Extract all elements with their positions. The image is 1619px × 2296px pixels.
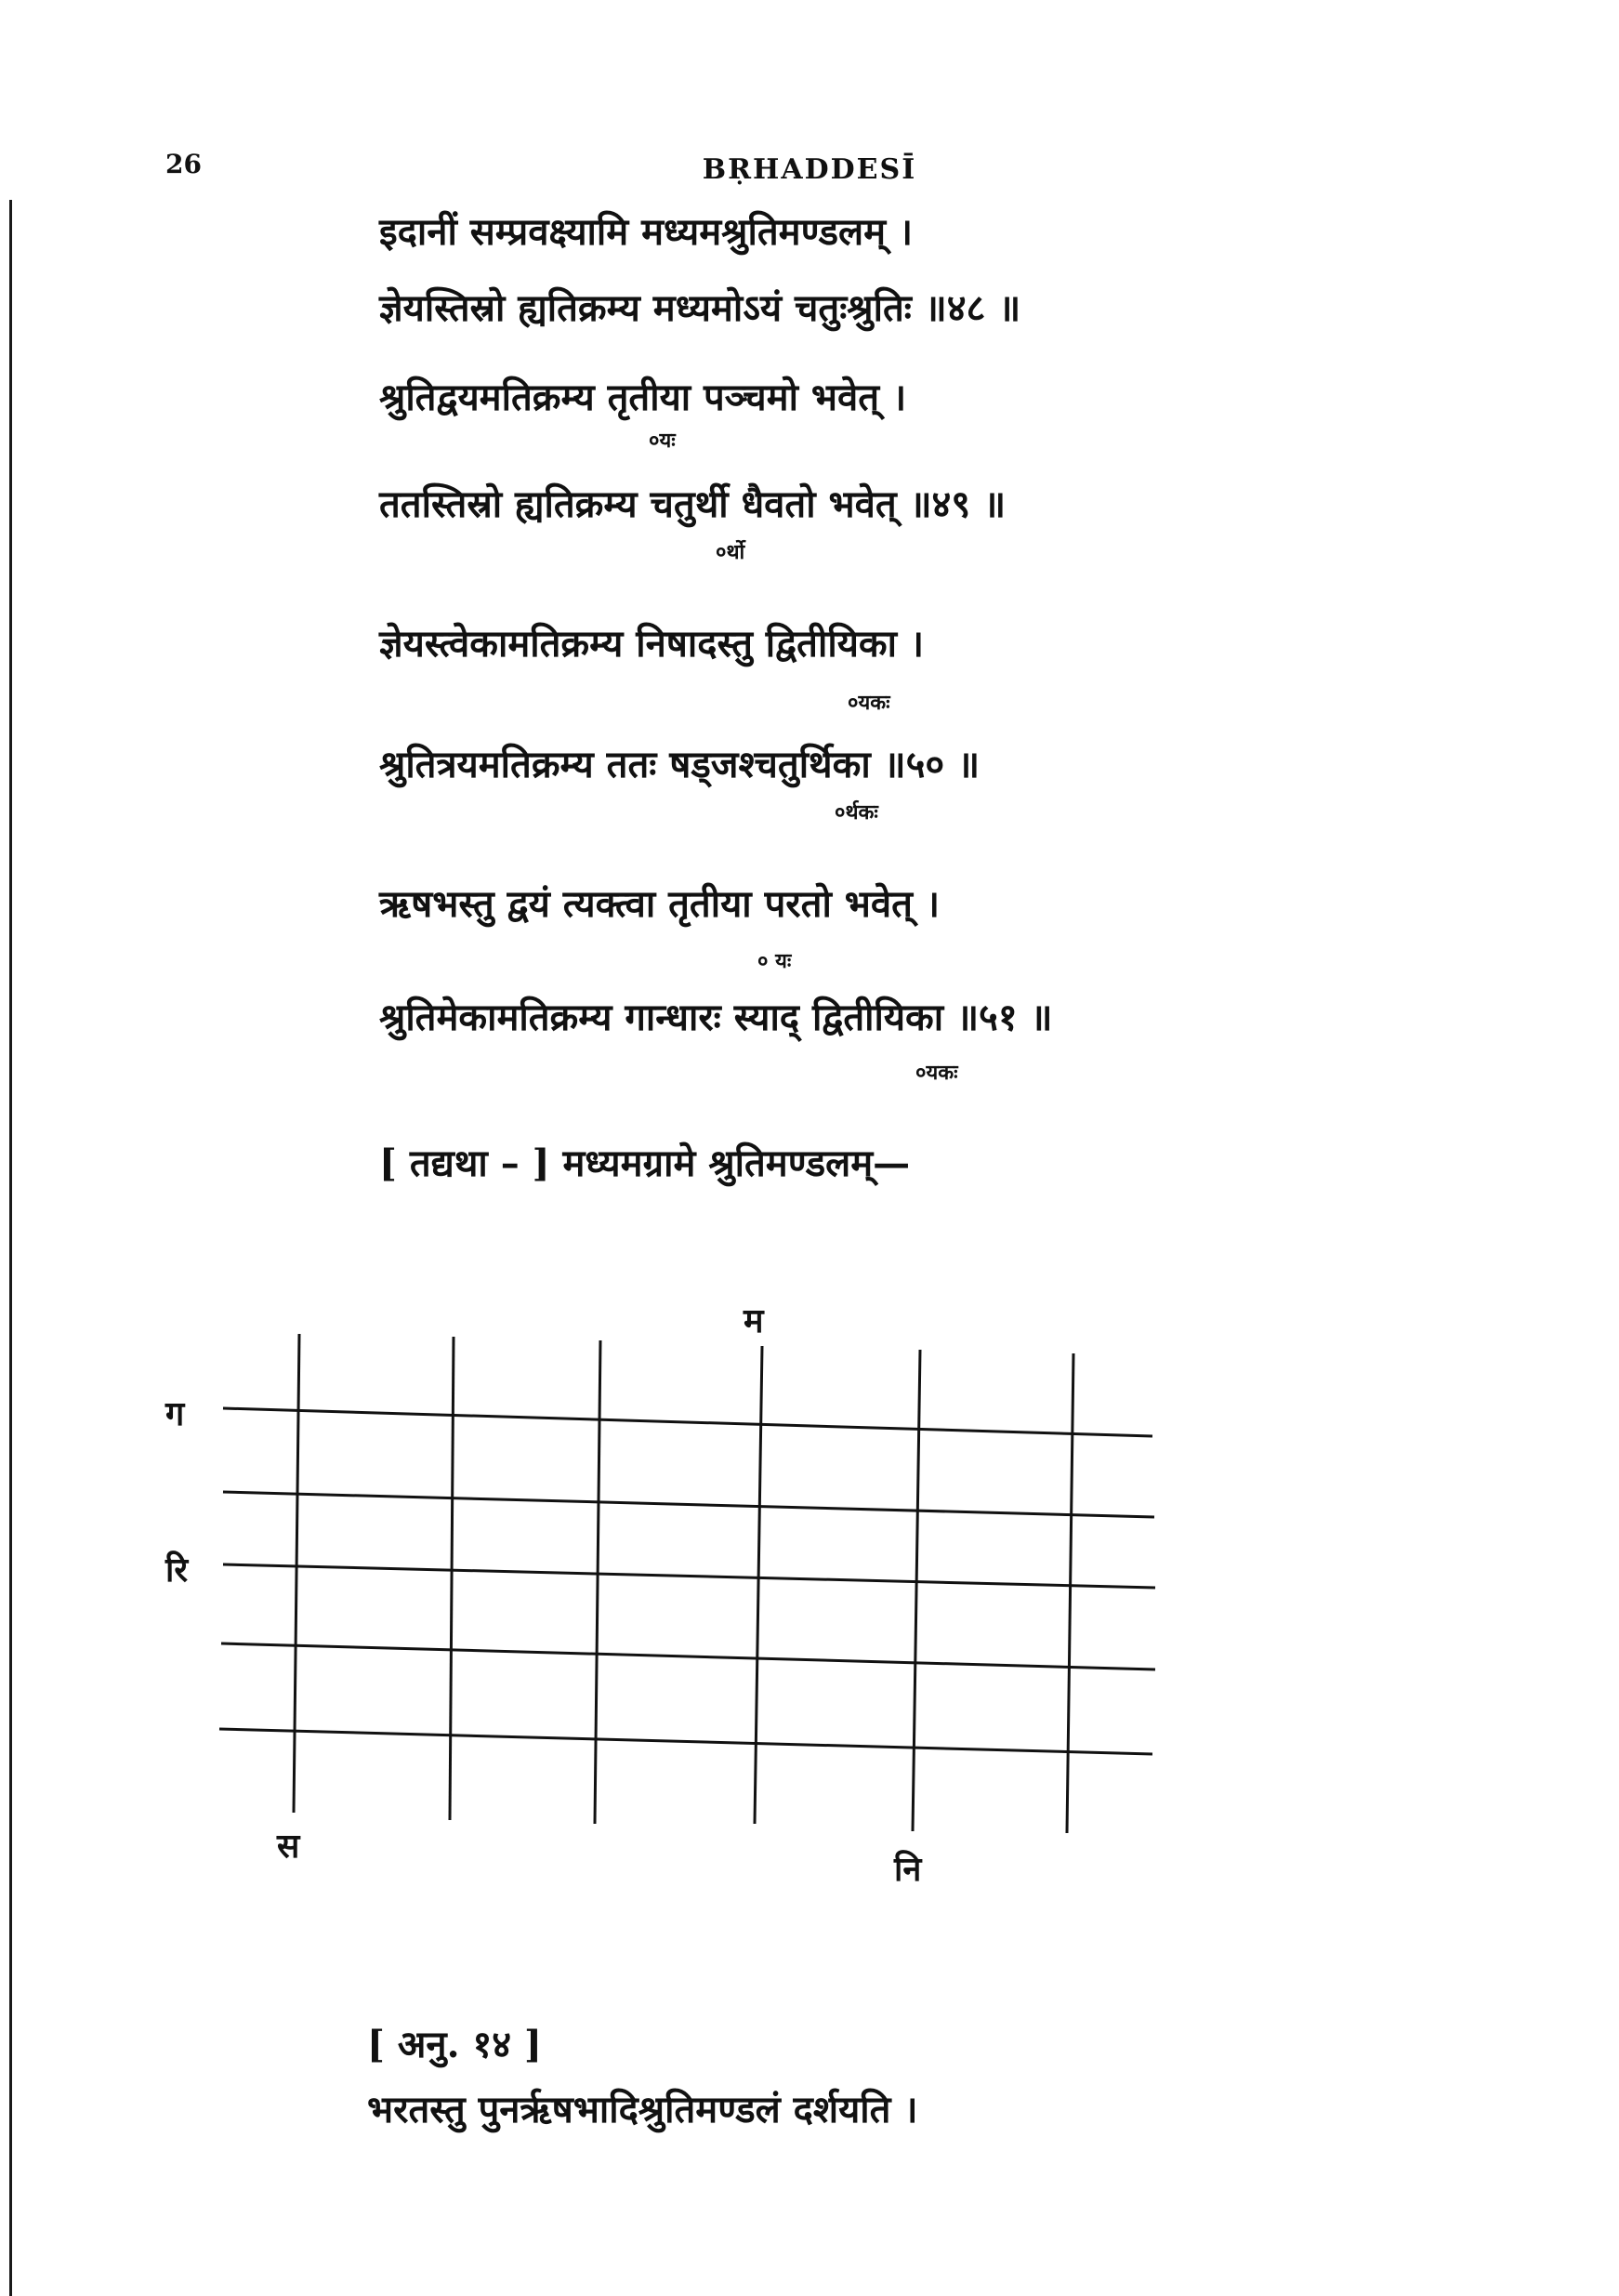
verse-line-3: श्रुतिद्वयमतिक्रम्य तृतीया पञ्चमो भवेत् । <box>379 376 907 419</box>
swara-label-ni: नि <box>894 1850 922 1889</box>
running-title: BṚHADDESĪ <box>702 153 917 186</box>
page-number: 26 <box>165 149 202 179</box>
verse-line-7: ऋषभस्तु द्वयं त्यक्त्वा तृतीया परतो भवेत् । <box>379 882 940 926</box>
variant-reading: ०यकः <box>848 691 890 715</box>
verse-line-6: श्रुतित्रयमतिक्रम्य ततः षड्जश्चतुर्थिका ॥५० ॥ <box>379 743 981 786</box>
grid-vertical-line <box>913 1350 920 1831</box>
verse-line-9: [ तद्यथा – ] मध्यमग्रामे श्रुतिमण्डलम्— <box>379 1141 911 1185</box>
closing-line: भरतस्तु पुनर्ऋषभादिश्रुतिमण्डलं दर्शयति । <box>367 2088 918 2131</box>
swara-label-ri: रि <box>165 1550 189 1590</box>
grid-vertical-line <box>294 1334 299 1813</box>
variant-reading: ०र्थो <box>716 540 745 564</box>
grid-vertical-line <box>1067 1353 1073 1833</box>
swara-label-ga: ग <box>165 1394 185 1433</box>
grid-horizontal-line <box>219 1729 1152 1754</box>
variant-reading: ०यकः <box>915 1061 958 1085</box>
verse-line-8: श्रुतिमेकामतिक्रम्य गान्धारः स्याद् द्वितीयिका ॥५१ ॥ <box>379 996 1053 1039</box>
anuccheda-reference: [ अनु. १४ ] <box>367 2023 542 2066</box>
grid-horizontal-line <box>221 1643 1155 1669</box>
verse-line-2: ज्ञेयस्तिस्रो ह्यतिक्रम्य मध्यमोऽयं चतुःश्रुतिः ॥४८ ॥ <box>379 286 1021 330</box>
grid-horizontal-line <box>223 1408 1152 1436</box>
grid-vertical-line <box>755 1346 762 1824</box>
variant-reading: ०यः <box>649 429 676 453</box>
grid-vertical-line <box>595 1340 600 1824</box>
grid-vertical-line <box>450 1337 454 1820</box>
grid-horizontal-line <box>223 1492 1154 1517</box>
variant-reading: ०र्थकः <box>835 800 878 825</box>
verse-line-1: इदानीं सम्प्रवक्ष्यामि मध्यमश्रुतिमण्डलम् । <box>379 210 914 254</box>
swara-label-ma: म <box>744 1301 764 1340</box>
verse-line-5: ज्ञेयस्त्वेकामतिक्रम्य निषादस्तु द्वितीयिका । <box>379 622 925 666</box>
variant-reading: ० यः <box>757 949 792 973</box>
verse-line-4: ततस्तिस्रो ह्यतिक्रम्य चतुर्थी धैवतो भवेत् ॥४९ ॥ <box>379 482 1007 526</box>
swara-label-sa: स <box>277 1827 300 1866</box>
grid-horizontal-line <box>223 1564 1155 1588</box>
